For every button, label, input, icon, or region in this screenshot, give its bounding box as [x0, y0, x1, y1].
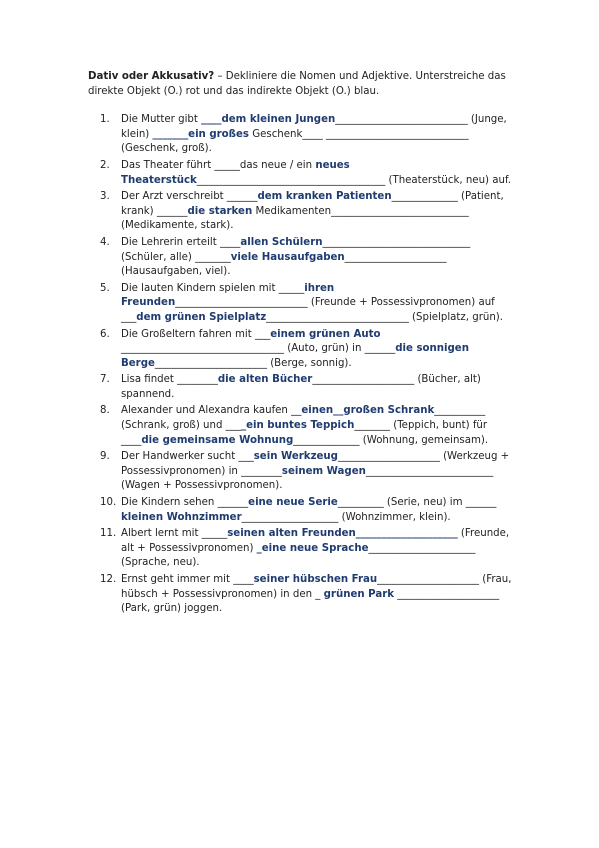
- exercise-number: 8.: [100, 405, 110, 417]
- prompt-text: _________ (Serie, neu) im ______: [337, 497, 497, 509]
- answer-text: _______ein großes: [152, 128, 249, 140]
- answer-text: grünen Park: [323, 588, 395, 600]
- prompt-text: Die Lehrerin erteilt ____: [121, 236, 241, 248]
- prompt-text: ______________________ (Berge, sonnig).: [154, 357, 352, 369]
- answer-text: seiner hübschen Frau: [253, 574, 378, 585]
- prompt-text: Lisa findet ________: [121, 374, 218, 386]
- answer-text: dem kranken Patienten: [257, 191, 392, 203]
- exercise-number: 6.: [100, 328, 110, 340]
- prompt-text: Geschenk____ ____________________________ (Geschenk, groß).: [121, 128, 469, 155]
- prompt-text: _________________________ (Wagen + Possessivpronomen).: [121, 465, 494, 492]
- prompt-text: Der Handwerker sucht ___: [121, 451, 254, 463]
- prompt-text: ____________________ (Frau, hübsch + Possessivpronomen) in den _: [121, 574, 512, 600]
- answer-text: kleinen Wohnzimmer: [121, 511, 242, 523]
- prompt-text: __________________________ (Junge, klein): [121, 114, 507, 140]
- prompt-text: ___________________ (Wohnzimmer, klein).: [241, 511, 451, 523]
- answer-text: _eine neue Sprache: [256, 542, 369, 554]
- prompt-text: _____________________________ (Schüler, alle) _______: [121, 236, 471, 263]
- exercise-number: 9.: [100, 451, 110, 463]
- answer-text: die gemeinsame Wohnung: [141, 434, 294, 446]
- exercise-number: 2.: [100, 159, 110, 171]
- prompt-text: _____________ (Patient, krank) ______: [121, 191, 504, 217]
- exercise-number: 10.: [100, 497, 117, 509]
- exercise-number: 7.: [100, 374, 110, 386]
- prompt-text: ____________________ (Park, grün) joggen.: [121, 588, 500, 615]
- answer-text: einem grünen Auto: [270, 328, 381, 340]
- prompt-text: Die Kindern sehen ______: [121, 497, 249, 509]
- prompt-text: (Freunde, alt + Possessivpronomen): [121, 528, 510, 554]
- prompt-text: __________ (Schrank, groß) und ___: [121, 405, 486, 432]
- answer-text: ____dem kleinen Jungen: [201, 114, 336, 126]
- exercise-item: [88, 159, 518, 188]
- exercise-item: [88, 113, 518, 157]
- answer-text: viele Hausaufgaben: [230, 251, 345, 263]
- prompt-text: ____________________ (Bücher, alt) spannend.: [121, 374, 481, 400]
- exercise-item: [88, 328, 518, 372]
- prompt-text: _______ (Teppich, bunt) für ____: [121, 420, 488, 446]
- exercise-item: [88, 282, 518, 326]
- exercise-number: 1.: [100, 114, 110, 126]
- prompt-text: _____________________ (Sprache, neu).: [121, 542, 476, 569]
- exercise-list: [88, 113, 518, 617]
- exercise-number: 11.: [100, 528, 117, 540]
- prompt-text: ____________________ (Hausaufgaben, viel).: [121, 251, 447, 278]
- answer-text: seinen alten Freunden____________________: [227, 528, 458, 540]
- exercise-item: [88, 236, 518, 280]
- prompt-text: Albert lernt mit _____: [121, 528, 228, 540]
- prompt-text: Die Großeltern fahren mit ___: [121, 328, 271, 340]
- answer-text: seinem Wagen: [281, 465, 366, 477]
- prompt-text: Der Arzt verschreibt ______: [121, 191, 258, 203]
- answer-text: eine neue Serie: [248, 497, 338, 509]
- exercise-item: [88, 450, 518, 494]
- prompt-text: __________________________ (Freunde + Possessivpronomen) auf ___: [121, 297, 495, 323]
- prompt-text: Die Mutter gibt: [121, 114, 202, 126]
- instruction-text: – Dekliniere die Nomen und Adjektive. Unterstreiche das direkte Objekt (O.) rot und das indirekte Objekt (O.) blau.: [88, 71, 506, 97]
- prompt-text: Medikamenten___________________________ (Medikamente, stark).: [121, 205, 469, 232]
- worksheet-title: Dativ oder Akkusativ?: [88, 71, 215, 82]
- prompt-text: ____________________ (Werkzeug + Possessivpronomen) in ________: [121, 451, 510, 477]
- prompt-text: Alexander und Alexandra kaufen __: [121, 405, 302, 417]
- prompt-text: _____________________________________ (Theaterstück, neu) auf.: [196, 174, 512, 186]
- exercise-number: 4.: [100, 236, 110, 248]
- prompt-text: ________________________________ (Auto, grün) in ______: [121, 343, 396, 355]
- answer-text: dem grünen Spielplatz: [136, 311, 267, 323]
- answer-text: die starken: [187, 205, 253, 217]
- exercise-item: [88, 527, 518, 571]
- answer-text: die alten Bücher: [217, 374, 313, 386]
- answer-text: neues Theaterstück: [121, 159, 350, 186]
- answer-text: allen Schülern: [240, 236, 323, 248]
- exercise-item: [88, 373, 518, 402]
- prompt-text: Die lauten Kindern spielen mit _____: [121, 282, 305, 294]
- exercise-item: [88, 404, 518, 448]
- exercise-item: [88, 573, 518, 617]
- prompt-text: Das Theater führt _____das neue / ein: [121, 159, 316, 171]
- answer-text: ihren Freunden: [121, 282, 335, 309]
- exercise-item: [88, 190, 518, 234]
- prompt-text: ____________________________ (Spielplatz, grün).: [266, 311, 504, 323]
- exercise-number: 12.: [100, 574, 117, 585]
- exercise-number: 5.: [100, 282, 110, 294]
- answer-text: sein Werkzeug: [253, 451, 338, 463]
- answer-text: _ein buntes Teppich: [240, 420, 355, 432]
- prompt-text: Ernst geht immer mit ____: [121, 574, 254, 585]
- worksheet: [88, 70, 518, 619]
- answer-text: einen__großen Schrank: [301, 405, 435, 417]
- exercise-number: 3.: [100, 191, 110, 203]
- prompt-text: _____________ (Wohnung, gemeinsam).: [293, 434, 489, 446]
- answer-text: die sonnigen Berge: [121, 343, 469, 369]
- exercise-item: [88, 496, 518, 525]
- worksheet-instructions: [88, 70, 518, 99]
